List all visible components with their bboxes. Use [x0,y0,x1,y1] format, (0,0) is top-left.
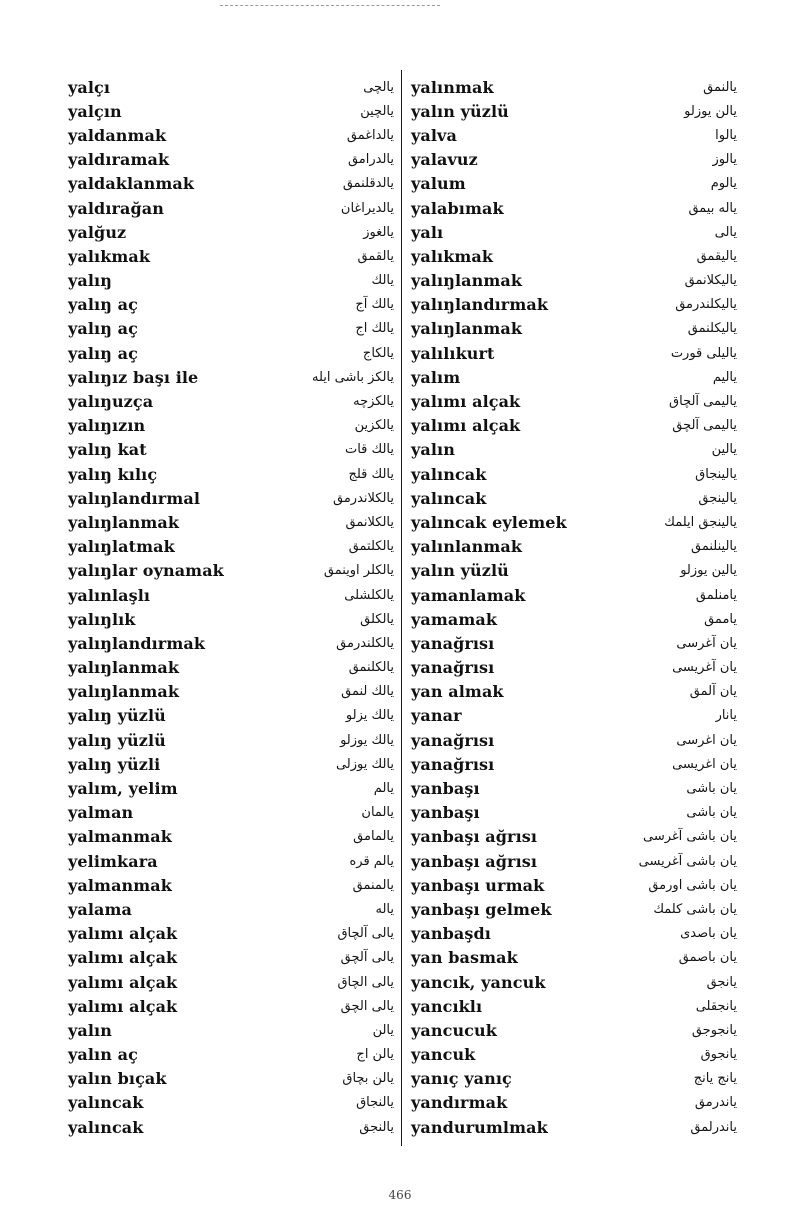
entry-latin-word: yalıŋlatmak [68,537,175,557]
entry-latin-word: yalçın [68,101,122,121]
entry-latin-word: yalımı alçak [411,392,521,412]
entry-latin-word: yamanlamak [411,585,526,605]
dictionary-entry [68,293,394,317]
entry-latin-word: yalıŋlandırmak [68,633,206,653]
dictionary-entry [68,825,394,849]
entry-latin-word: yalın [68,1020,112,1040]
entry-latin-word: yan basmak [411,948,518,968]
entry-ottoman-spelling: یان باشی اورمق [648,877,737,893]
entry-latin-word: yalıncak [68,1117,144,1137]
dictionary-entry [68,244,394,268]
header-rule [220,5,440,6]
dictionary-entry [411,583,737,607]
dictionary-entry [411,293,737,317]
entry-ottoman-spelling: یالك قات [344,442,394,458]
entry-ottoman-spelling: یالن [372,1022,394,1038]
entry-ottoman-spelling: یالن بچاق [342,1071,394,1087]
entry-ottoman-spelling: یالیم [712,369,737,385]
entry-latin-word: yanağrısı [411,658,495,678]
entry-latin-word: yalılıkurt [411,343,495,363]
dictionary-entry [68,535,394,559]
dictionary-entry [411,1043,737,1067]
dictionary-entry [68,365,394,389]
entry-ottoman-spelling: یاله [375,901,394,917]
entry-ottoman-spelling: یالقمق [357,248,394,264]
entry-latin-word: yalıkmak [411,246,494,266]
dictionary-entry [68,269,394,293]
entry-latin-word: yan almak [411,682,504,702]
entry-latin-word: yalıŋlık [68,609,136,629]
entry-ottoman-spelling: یالم قره [349,853,394,869]
entry-ottoman-spelling: یان آلمق [689,684,737,700]
entry-ottoman-spelling: یالینجق [698,490,737,506]
entry-ottoman-spelling: یالیمی آلچاق [669,394,737,410]
dictionary-entry [411,559,737,583]
entry-latin-word: yalın yüzlü [411,101,509,121]
entry-ottoman-spelling: یاندرلمق [690,1119,737,1135]
entry-latin-word: yalıŋ kılıç [68,464,158,484]
entry-latin-word: yanbaşı [411,779,480,799]
entry-ottoman-spelling: یان باشی آغریسی [638,853,737,869]
entry-latin-word: yalıncak [68,1093,144,1113]
dictionary-entry [411,510,737,534]
entry-latin-word: yanbaşı ağrısı [411,827,538,847]
entry-ottoman-spelling: یانج یانج [693,1071,737,1087]
entry-latin-word: yancucuk [411,1020,497,1040]
entry-latin-word: yalınlanmak [411,537,523,557]
entry-latin-word: yalıŋ kat [68,440,147,460]
entry-ottoman-spelling: یان باشی [686,781,737,797]
dictionary-entry [68,970,394,994]
dictionary-entry [411,607,737,631]
entry-ottoman-spelling: یالمنمق [352,877,394,893]
entry-ottoman-spelling: یاممق [704,611,737,627]
dictionary-entry [68,1115,394,1139]
entry-ottoman-spelling: یالی الچق [340,998,394,1014]
entry-ottoman-spelling: یالی [714,224,737,240]
dictionary-entry [411,1091,737,1115]
entry-latin-word: yalımı alçak [68,996,178,1016]
entry-ottoman-spelling: یالنجاق [356,1095,394,1111]
dictionary-entry [68,99,394,123]
entry-ottoman-spelling: یالکاج [362,345,394,361]
entry-ottoman-spelling: یالك یزلو [345,708,394,724]
entry-ottoman-spelling: یالکلر اوینمق [323,563,394,579]
entry-ottoman-spelling: یالکلاندرمق [332,490,394,506]
dictionary-entry [68,196,394,220]
dictionary-entry [68,438,394,462]
dictionary-entry [68,462,394,486]
entry-latin-word: yalçı [68,77,111,97]
dictionary-entry [411,486,737,510]
entry-ottoman-spelling: یالن اج [356,1047,394,1063]
entry-ottoman-spelling: یالك یوزلی [335,756,394,772]
dictionary-entry [68,728,394,752]
column-divider [401,70,402,1146]
entry-ottoman-spelling: یالچین [360,103,394,119]
entry-latin-word: yalıŋız başı ile [68,367,199,387]
entry-latin-word: yalım [411,367,461,387]
dictionary-entry [411,269,737,293]
dictionary-entry [411,631,737,655]
entry-ottoman-spelling: یالکزین [354,418,394,434]
entry-ottoman-spelling: یالکلانمق [345,514,394,530]
dictionary-entry [411,970,737,994]
entry-ottoman-spelling: یان باصدی [680,926,737,942]
entry-latin-word: yalıŋ [68,271,112,291]
entry-latin-word: yalum [411,174,466,194]
dictionary-entry [68,559,394,583]
entry-latin-word: yanağrısı [411,754,495,774]
entry-latin-word: yancık, yancuk [411,972,546,992]
entry-ottoman-spelling: یان باشی آغرسی [642,829,737,845]
dictionary-entry [68,317,394,341]
entry-latin-word: yalıŋlanmak [68,682,180,702]
dictionary-entry [68,1067,394,1091]
entry-latin-word: yalım, yelim [68,779,178,799]
dictionary-entry [411,849,737,873]
entry-ottoman-spelling: یالین [711,442,737,458]
dictionary-entry [68,801,394,825]
entry-latin-word: yanıç yanıç [411,1069,512,1089]
entry-ottoman-spelling: یالك [371,273,394,289]
entry-ottoman-spelling: یالیقمق [696,248,737,264]
entry-latin-word: yandırmak [411,1093,508,1113]
entry-latin-word: yancuk [411,1045,476,1065]
dictionary-entry [68,849,394,873]
entry-latin-word: yalıŋ aç [68,343,138,363]
entry-ottoman-spelling: یالنمق [703,79,737,95]
dictionary-entry [68,1043,394,1067]
dictionary-entry [411,1067,737,1091]
entry-latin-word: yanbaşdı [411,924,491,944]
entry-ottoman-spelling: یالینلنمق [691,539,737,555]
entry-ottoman-spelling: یالوز [712,152,737,168]
entry-latin-word: yancıklı [411,996,483,1016]
entry-ottoman-spelling: یاله بیمق [688,200,737,216]
dictionary-entry [411,752,737,776]
dictionary-entry [68,680,394,704]
entry-ottoman-spelling: یالك اج [355,321,394,337]
entry-latin-word: yalıncak [411,488,487,508]
dictionary-entry [68,123,394,147]
entry-ottoman-spelling: یامنلمق [695,587,737,603]
dictionary-entry [68,656,394,680]
entry-latin-word: yalıŋlanmak [68,512,180,532]
page-number: 466 [388,1188,412,1202]
dictionary-entry [411,1115,737,1139]
entry-latin-word: yalama [68,899,133,919]
entry-ottoman-spelling: یان آغرسی [676,635,737,651]
entry-ottoman-spelling: یانجقلی [695,998,737,1014]
entry-latin-word: yalıŋ yüzli [68,754,161,774]
entry-latin-word: yalıŋlanmak [411,319,523,339]
entry-ottoman-spelling: یالکلتمق [348,539,394,555]
entry-ottoman-spelling: یالك یوزلو [340,732,394,748]
dictionary-entry [68,776,394,800]
entry-ottoman-spelling: یالیکلنمق [687,321,737,337]
dictionary-entry [411,123,737,147]
dictionary-entry [411,148,737,172]
entry-latin-word: yalın yüzlü [411,561,509,581]
entry-ottoman-spelling: یالك لنمق [341,684,394,700]
dictionary-entry [411,704,737,728]
entry-latin-word: yalı [411,222,444,242]
entry-ottoman-spelling: یالدرامق [347,152,394,168]
dictionary-entry [411,897,737,921]
dictionary-entry [68,486,394,510]
entry-latin-word: yalın [411,440,455,460]
entry-ottoman-spelling: یالدقلنمق [342,176,394,192]
dictionary-entry [411,994,737,1018]
entry-ottoman-spelling: یالك قلج [348,466,394,482]
dictionary-entry [411,656,737,680]
entry-latin-word: yalımı alçak [68,948,178,968]
entry-latin-word: yalıŋuzça [68,392,154,412]
entry-ottoman-spelling: یالکز باشی ایله [312,369,394,385]
entry-ottoman-spelling: یان اغریسی [672,756,737,772]
entry-latin-word: yalıŋlandırmak [411,295,549,315]
entry-ottoman-spelling: یانار [715,708,737,724]
dictionary-entry [411,825,737,849]
entry-latin-word: yalmanmak [68,875,172,895]
dictionary-entry [411,946,737,970]
entry-ottoman-spelling: یانجق [706,974,737,990]
entry-latin-word: yalın aç [68,1045,138,1065]
entry-ottoman-spelling: یالدیراغان [340,200,394,216]
dictionary-entry [411,317,737,341]
entry-latin-word: yalman [68,803,134,823]
entry-ottoman-spelling: یالوم [710,176,737,192]
dictionary-entry [68,583,394,607]
entry-ottoman-spelling: یالوا [715,127,737,143]
entry-ottoman-spelling: یالینجاق [695,466,737,482]
entry-latin-word: yalınlaşlı [68,585,151,605]
entry-latin-word: yalıŋ aç [68,319,138,339]
dictionary-entry [411,99,737,123]
entry-latin-word: yaldanmak [68,125,167,145]
dictionary-entry [411,873,737,897]
entry-latin-word: yalavuz [411,150,478,170]
entry-latin-word: yaldaklanmak [68,174,195,194]
entry-ottoman-spelling: یالنجق [359,1119,394,1135]
entry-ottoman-spelling: یالی الچاق [337,974,394,990]
entry-ottoman-spelling: یالن یوزلو [684,103,737,119]
dictionary-entry [411,1018,737,1042]
entry-latin-word: yandurumlmak [411,1117,548,1137]
dictionary-entry [411,414,737,438]
entry-ottoman-spelling: یالین یوزلو [680,563,737,579]
entry-latin-word: yelimkara [68,851,158,871]
entry-ottoman-spelling: یالیلی قورت [670,345,737,361]
entry-latin-word: yalıŋ yüzlü [68,706,166,726]
dictionary-entry [411,922,737,946]
dictionary-entry [68,220,394,244]
entry-latin-word: yalva [411,125,457,145]
entry-latin-word: yamamak [411,609,498,629]
dictionary-entry [411,75,737,99]
dictionary-entry [68,994,394,1018]
entry-ottoman-spelling: یالك آج [355,297,394,313]
dictionary-entry [411,776,737,800]
entry-ottoman-spelling: یالمامق [353,829,394,845]
dictionary-entry [68,341,394,365]
entry-latin-word: yalmanmak [68,827,172,847]
dictionary-entry [411,341,737,365]
left-column [68,75,394,1139]
dictionary-entry [411,535,737,559]
entry-latin-word: yaldıramak [68,150,170,170]
entry-ottoman-spelling: یالچی [363,79,394,95]
dictionary-entry [68,897,394,921]
entry-ottoman-spelling: یالیمی آلچق [672,418,737,434]
entry-latin-word: yanağrısı [411,633,495,653]
dictionary-entry [411,462,737,486]
entry-latin-word: yanağrısı [411,730,495,750]
dictionary-entry [411,365,737,389]
entry-ottoman-spelling: یالیکلندرمق [675,297,737,313]
entry-latin-word: yalımı alçak [411,416,521,436]
entry-ottoman-spelling: یان باصمق [678,950,737,966]
dictionary-entry [68,704,394,728]
entry-latin-word: yalğuz [68,222,127,242]
dictionary-entry [68,946,394,970]
entry-latin-word: yanbaşı ağrısı [411,851,538,871]
entry-latin-word: yalımı alçak [68,924,178,944]
dictionary-entry [411,389,737,413]
entry-latin-word: yalıŋlanmak [411,271,523,291]
dictionary-entry [411,244,737,268]
entry-ottoman-spelling: یالکلق [360,611,394,627]
dictionary-entry [68,631,394,655]
entry-ottoman-spelling: یالمان [361,805,394,821]
entry-ottoman-spelling: یانجوق [700,1047,737,1063]
entry-latin-word: yalıŋlar oynamak [68,561,224,581]
entry-ottoman-spelling: یالکزچه [353,394,394,410]
entry-ottoman-spelling: یاندرمق [694,1095,737,1111]
dictionary-entry [411,728,737,752]
entry-latin-word: yanbaşı gelmek [411,899,552,919]
entry-latin-word: yalıŋlandırmal [68,488,201,508]
entry-latin-word: yalıŋızın [68,416,146,436]
dictionary-entry [68,414,394,438]
entry-latin-word: yalabımak [411,198,504,218]
entry-latin-word: yalıncak [411,464,487,484]
dictionary-entry [68,922,394,946]
dictionary-entry [68,873,394,897]
entry-latin-word: yanar [411,706,462,726]
entry-latin-word: yalıncak eylemek [411,512,567,532]
entry-latin-word: yalımı alçak [68,972,178,992]
entry-latin-word: yalıŋ yüzlü [68,730,166,750]
dictionary-entry [68,607,394,631]
dictionary-entry [411,801,737,825]
entry-ottoman-spelling: یالم [373,781,394,797]
entry-latin-word: yalıkmak [68,246,151,266]
dictionary-entry [68,75,394,99]
entry-latin-word: yalıŋ aç [68,295,138,315]
dictionary-entry [411,438,737,462]
dictionary-entry [68,1091,394,1115]
entry-ottoman-spelling: یان آغریسی [672,660,737,676]
dictionary-entry [68,148,394,172]
dictionary-entry [68,389,394,413]
entry-ottoman-spelling: یالی آلچاق [337,926,394,942]
entry-latin-word: yalın bıçak [68,1069,167,1089]
entry-ottoman-spelling: یالیکلانمق [684,273,737,289]
entry-ottoman-spelling: یالکلندرمق [336,635,394,651]
entry-ottoman-spelling: یالینجق ایلمك [664,514,737,530]
dictionary-entry [68,510,394,534]
dictionary-entry [68,172,394,196]
dictionary-entry [68,752,394,776]
entry-ottoman-spelling: یان اغرسی [676,732,737,748]
dictionary-entry [411,196,737,220]
entry-ottoman-spelling: یالغوز [363,224,394,240]
entry-ottoman-spelling: یان باشی [686,805,737,821]
dictionary-entry [411,220,737,244]
entry-ottoman-spelling: یان باشی کلمك [653,901,737,917]
dictionary-entry [411,680,737,704]
entry-latin-word: yanbaşı [411,803,480,823]
entry-ottoman-spelling: یانجوجق [691,1022,737,1038]
dictionary-entry [411,172,737,196]
entry-latin-word: yalınmak [411,77,494,97]
entry-latin-word: yanbaşı urmak [411,875,545,895]
entry-latin-word: yaldırağan [68,198,164,218]
right-column [411,75,737,1139]
entry-ottoman-spelling: یالکلنمق [348,660,394,676]
dictionary-entry [68,1018,394,1042]
entry-latin-word: yalıŋlanmak [68,658,180,678]
entry-ottoman-spelling: یالداغمق [346,127,394,143]
entry-ottoman-spelling: یالی آلچق [340,950,394,966]
entry-ottoman-spelling: یالکلشلی [344,587,394,603]
